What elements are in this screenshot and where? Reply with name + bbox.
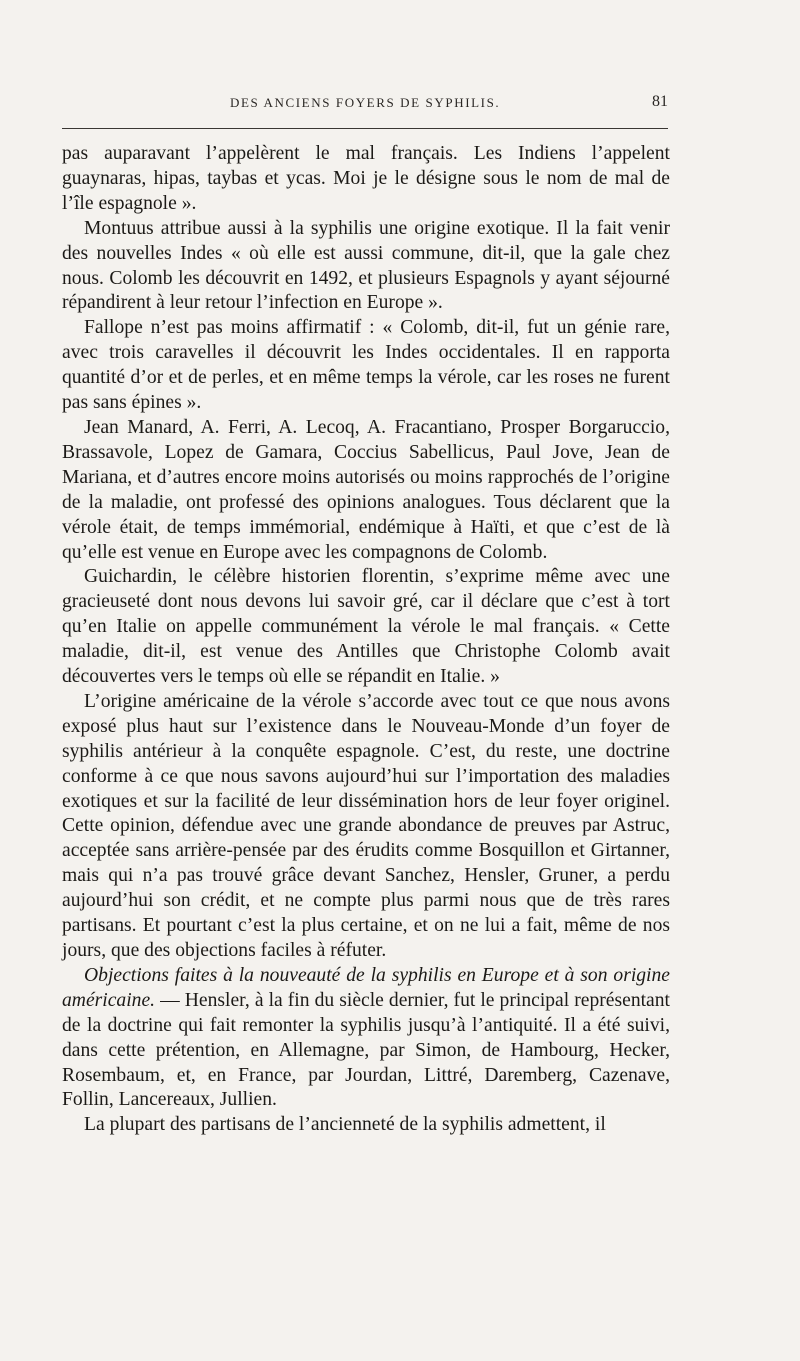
running-head: DES ANCIENS FOYERS DE SYPHILIS. — [230, 95, 501, 110]
paragraph-guichardin: Guichardin, le célèbre historien florentin, s’exprime même avec une gracieuseté dont nous devons lui savoir gré, car il déclare que c’est à tort qu’en Italie on appelle communément la vérole le mal français. « Cette maladie, dit-il, est venue des Antilles que Christophe Colomb avait découvertes vers le temps où elle se répandit en Italie. » — [62, 566, 670, 688]
paragraph-montuus: Montuus attribue aussi à la syphilis une origine exotique. Il la fait venir des nouvelles Indes « où elle est aussi commune, dit-il, que la gale chez nous. Colomb les découvrit en 1492, et plusieurs Espagnols y ayant séjourné répandirent à leur retour l’infection en Europe ». — [62, 217, 670, 314]
paragraph-authors: Jean Manard, A. Ferri, A. Lecoq, A. Fracantiano, Prosper Borgaruccio, Brassavole, Lopez de Gamara, Coccius Sabellicus, Paul Jove, Jean de Mariana, et d’autres encore moins autorisés ou moins rapprochés de l’origine de la maladie, ont professé des opinions analogues. Tous déclarent que la vérole était, de temps immémorial, endémique à Haïti, et que c’est de là qu’elle est venue en Europe avec les compagnons de Colomb. — [62, 416, 670, 563]
section-heading: Objections faites à la nouveauté de la syphilis en Europe et à son origine américaine. — [62, 964, 670, 1011]
header-rule — [62, 128, 668, 129]
body-text — [62, 142, 670, 1138]
paragraph-fallope: Fallope n’est pas moins affirmatif : « Colomb, dit-il, fut un génie rare, avec trois caravelles il découvrit les Indes occidentales. Il en rapporta quantité d’or et de perles, et en même temps la vérole, car les roses ne furent pas sans épines ». — [62, 317, 670, 414]
objections-text: — Hensler, à la fin du siècle dernier, fut le principal représentant de la doctrine qui fait remonter la syphilis jusqu’à l’antiquité. Il a été suivi, dans cette prétention, en Allemagne, par Simon, de Hambourg, Hecker, Rosembaum, et, en France, par Jourdan, Littré, Daremberg, Cazenave, Follin, Lancereaux, Jullien. — [62, 989, 670, 1111]
page-header — [62, 93, 668, 117]
paragraph-last: La plupart des partisans de l’ancienneté de la syphilis admettent, il — [84, 1114, 606, 1136]
page-number: 81 — [652, 93, 668, 110]
paragraph-objections — [62, 964, 670, 1113]
paragraph-continued: pas auparavant l’appelèrent le mal français. Les Indiens l’appelent guaynaras, hipas, taybas et ycas. Moi je le désigne sous le nom de mal de l’île espagnole ». — [62, 143, 670, 214]
paragraph-american-origin: L’origine américaine de la vérole s’accorde avec tout ce que nous avons exposé plus haut sur l’existence dans le Nouveau-Monde d’un foyer de syphilis antérieur à la conquête espagnole. C’est, du reste, une doctrine conforme à ce que nous savons aujourd’hui sur l’importation des maladies exotiques et sur la facilité de leur dissémination hors de leur foyer originel. Cette opinion, défendue avec une grande abondance de preuves par Astruc, acceptée sans arrière-pensée par des érudits comme Bosquillon et Girtanner, mais qui n’a pas trouvé grâce devant Sanchez, Hensler, Gruner, a perdu aujourd’hui son crédit, et ne compte plus parmi nous que de très rares partisans. Et pourtant c’est la plus certaine, et on ne lui a fait, même de nos jours, que des objections faciles à réfuter. — [62, 690, 670, 961]
